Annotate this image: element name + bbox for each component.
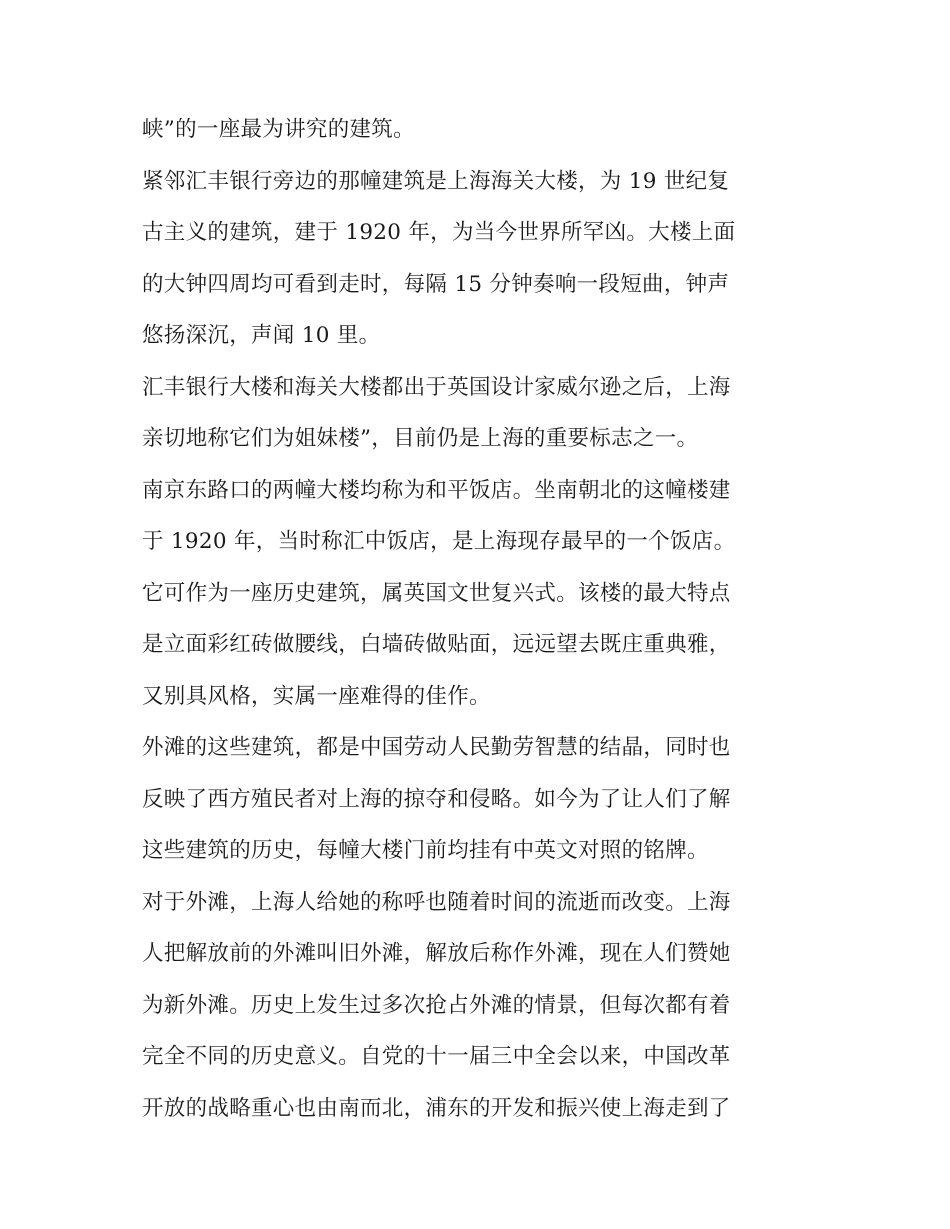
body-text bbox=[142, 110, 822, 1140]
text-line: 紧邻汇丰银行旁边的那幢建筑是上海海关大楼，为 19 世纪复 bbox=[142, 168, 730, 194]
text-line: 悠扬深沉，声闻 10 里。 bbox=[142, 323, 381, 348]
text-line: 峡”的一座最为讲究的建筑。 bbox=[142, 117, 415, 142]
text-line: 亲切地称它们为姐妹楼”，目前仍是上海的重要标志之一。 bbox=[142, 426, 699, 451]
text-line: 人把解放前的外滩叫旧外滩，解放后称作外滩，现在人们赞她 bbox=[142, 941, 731, 966]
text-line: 汇丰银行大楼和海关大楼都出于英国设计家威尔逊之后，上海 bbox=[142, 374, 731, 400]
text-line: 这些建筑的历史，每幢大楼门前均挂有中英文对照的铭牌。 bbox=[142, 838, 709, 863]
text-line: 的大钟四周均可看到走时，每隔 15 分钟奏响一段短曲，钟声 bbox=[142, 271, 730, 297]
text-line: 为新外滩。历史上发生过多次抢占外滩的情景，但每次都有着 bbox=[142, 992, 731, 1018]
text-line: 是立面彩红砖做腰线，白墙砖做贴面，远远望去既庄重典雅， bbox=[142, 632, 731, 657]
text-line: 它可作为一座历史建筑，属英国文世复兴式。该楼的最大特点 bbox=[142, 580, 731, 606]
text-line: 南京东路口的两幢大楼均称为和平饭店。坐南朝北的这幢楼建 bbox=[142, 477, 731, 503]
text-line: 古主义的建筑，建于 1920 年，为当今世界所罕凶。大楼上面 bbox=[142, 220, 736, 245]
text-line: 又别具风格，实属一座难得的佳作。 bbox=[142, 683, 491, 709]
text-line: 对于外滩，上海人给她的称呼也随着时间的流逝而改变。上海 bbox=[142, 889, 731, 915]
text-line: 完全不同的历史意义。自党的十一届三中全会以来，中国改革 bbox=[142, 1044, 731, 1069]
text-line: 反映了西方殖民者对上海的掠夺和侵略。如今为了让人们了解 bbox=[142, 786, 731, 812]
text-line: 开放的战略重心也由南而北，浦东的开发和振兴使上海走到了 bbox=[142, 1095, 731, 1121]
text-line: 外滩的这些建筑，都是中国劳动人民勤劳智慧的结晶，同时也 bbox=[142, 735, 731, 760]
text-line: 于 1920 年，当时称汇中饭店，是上海现存最早的一个饭店。 bbox=[142, 529, 736, 554]
